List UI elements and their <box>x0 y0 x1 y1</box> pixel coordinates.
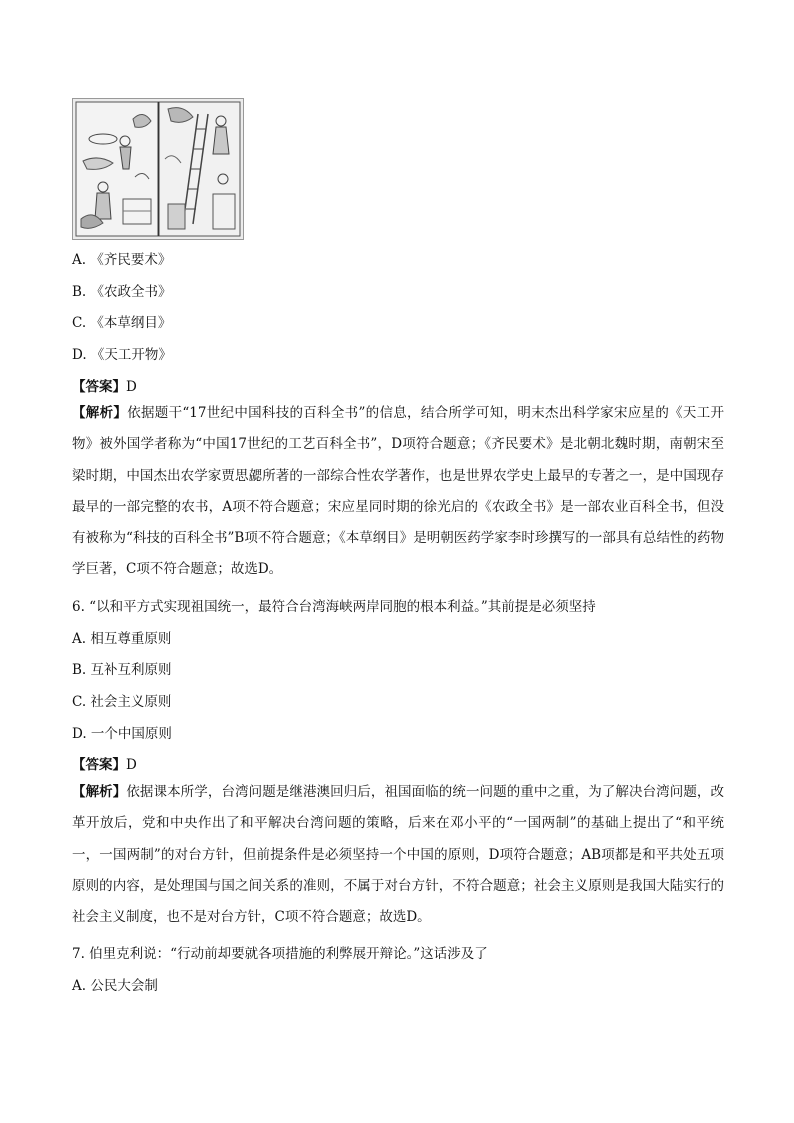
q6-option-d: D. 一个中国原则 <box>72 726 172 742</box>
analysis-text: 依据课本所学，台湾问题是继港澳回归后，祖国面临的统一问题的重中之重，为了解决台湾问题，改革开放后，党和中央作出了和平解决台湾问题的策略，后来在邓小平的“一国两制”的基础上提出了“和平统一，一国两制”的对台方针，但前提条件是必须坚持一个中国的原则，D项符合题意；AB项都是和平共处五项原则的内容，是处理国与国之间关系的准则，不属于对台方针，不符合题意；社会主义原则是我国大陆实行的社会主义制度，也不是对台方针，C项不符合题意；故选D。 <box>72 784 725 926</box>
q5-option-c: C. 《本草纲目》 <box>72 315 172 331</box>
q5-answer <box>72 377 732 397</box>
q6-option-c: C. 社会主义原则 <box>72 694 172 710</box>
q6-answer <box>72 755 732 775</box>
q7-stem: 7. 伯里克利说：“行动前却要就各项措施的利弊展开辩论。”这话涉及了 <box>72 946 488 962</box>
answer-value: D <box>126 379 137 395</box>
q5-option-d: D. 《天工开物》 <box>72 347 172 363</box>
analysis-tag: 【解析】 <box>72 405 128 421</box>
q5-option-a: A. 《齐民要术》 <box>72 252 172 268</box>
q5-option-b: B. 《农政全书》 <box>72 284 172 300</box>
q7-option-a: A. 公民大会制 <box>72 978 158 994</box>
q5-analysis <box>72 398 724 586</box>
analysis-tag: 【解析】 <box>72 784 127 800</box>
q6-option-b: B. 互补互利原则 <box>72 662 172 678</box>
q6-stem: 6. “以和平方式实现祖国统一，最符合台湾海峡两岸同胞的根本利益。”其前提是必须坚持 <box>72 599 596 615</box>
analysis-text: 依据题干“17世纪中国科技的百科全书”的信息，结合所学可知，明末杰出科学家宋应星的《天工开物》被外国学者称为“中国17世纪的工艺百科全书”，D项符合题意；《齐民要术》是北朝北魏时期，南朝宋至梁时期，中国杰出农学家贾思勰所著的一部综合性农学著作，也是世界农学史上最早的专著之一，是中国现存最早的一部完整的农书，A项不符合题意；宋应星同时期的徐光启的《农政全书》是一部农业百科全书，但没有被称为“科技的百科全书”B项不符合题意；《本草纲目》是明朝医药学家李时珍撰写的一部具有总结性的药物学巨著，C项不符合题意；故选D。 <box>72 405 725 578</box>
q6-analysis <box>72 777 724 933</box>
q6-option-a: A. 相互尊重原则 <box>72 631 172 647</box>
answer-tag: 【答案】 <box>72 379 126 395</box>
woodblock-print-image <box>73 99 243 239</box>
answer-tag: 【答案】 <box>72 757 126 773</box>
tiangong-kaiwu-illustration <box>72 98 244 240</box>
answer-value: D <box>126 757 137 773</box>
